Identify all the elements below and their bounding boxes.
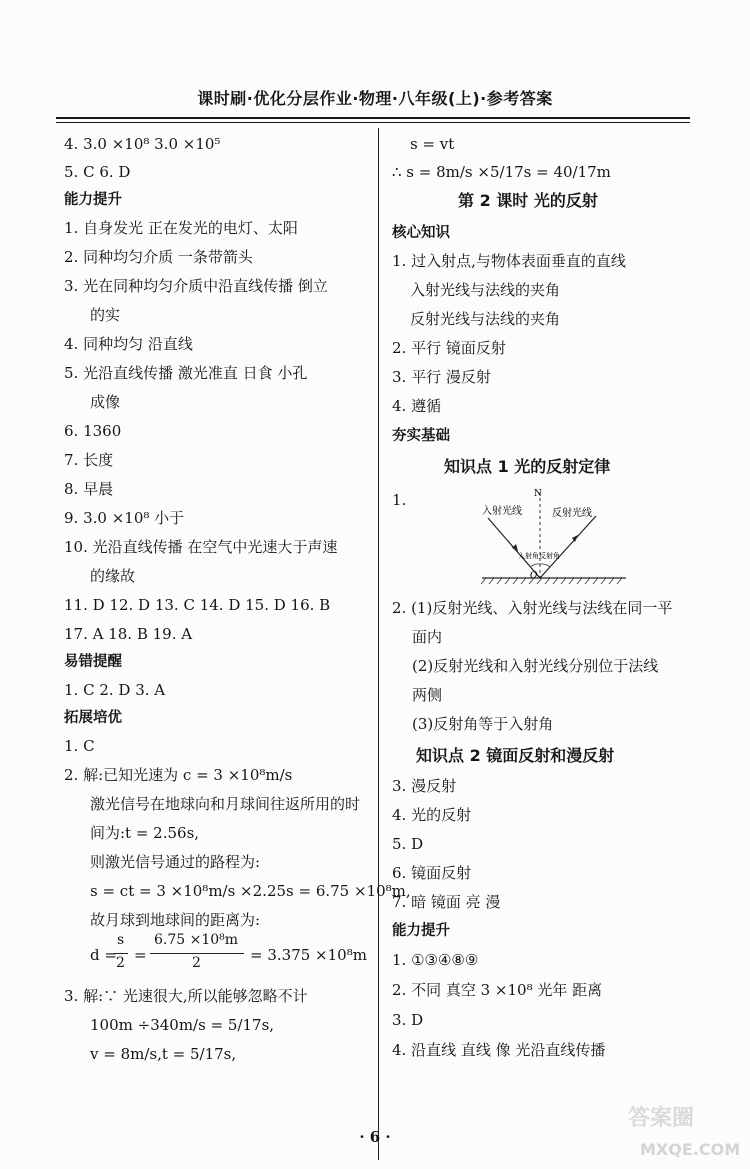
fraction-denominator: 2 [192, 955, 201, 971]
answer-line: ∴ s = 8m/s ×5/17s = 40/17m [392, 163, 611, 181]
answer-line: 3. 漫反射 [392, 777, 457, 795]
watermark-url: MXQE.COM [640, 1140, 741, 1159]
section-heading: 核心知识 [392, 225, 450, 241]
answer-line: 8. 早晨 [64, 480, 114, 498]
answer-line: 1. C 2. D 3. A [64, 681, 166, 699]
answer-line: 4. 遵循 [392, 397, 442, 415]
answer-line: 7. 长度 [64, 451, 114, 469]
answer-line: 1. 自身发光 正在发光的电灯、太阳 [64, 219, 298, 237]
lesson-title: 第 2 课时 光的反射 [458, 191, 598, 210]
equation-equals: = [134, 946, 147, 964]
answer-line: v = 8m/s,t = 5/17s, [90, 1045, 237, 1063]
answer-line: 100m ÷340m/s = 5/17s, [90, 1016, 275, 1034]
answer-line: 的实 [90, 306, 121, 324]
section-heading: 易错提醒 [64, 654, 122, 670]
answer-line: 2. (1)反射光线、入射光线与法线在同一平 [392, 599, 673, 617]
answer-line: s = vt [410, 135, 455, 153]
answer-line: 面内 [412, 628, 443, 646]
section-heading: 夯实基础 [392, 428, 450, 444]
answer-line: 6. 1360 [64, 422, 122, 440]
answer-line: 故月球到地球间的距离为: [90, 911, 261, 929]
answer-line: 1. C [64, 737, 95, 755]
fraction-bar [114, 953, 128, 954]
answer-line: 5. C 6. D [64, 163, 131, 181]
fraction-denominator: 2 [116, 955, 125, 971]
equation-rhs: = 3.375 ×10⁸m [250, 946, 367, 964]
answer-line: 3. 平行 漫反射 [392, 368, 491, 386]
equation-lhs: d = [90, 946, 117, 964]
answer-line: 2. 平行 镜面反射 [392, 339, 506, 357]
answer-line: 10. 光沿直线传播 在空气中光速大于声速 [64, 538, 338, 556]
fraction-numerator: s [117, 932, 125, 948]
answer-line: 1. 过入射点,与物体表面垂直的直线 [392, 252, 626, 270]
section-heading: 能力提升 [392, 923, 450, 939]
fraction-bar [150, 953, 244, 954]
answer-line: 的缘故 [90, 567, 136, 585]
reflection-diagram [478, 488, 628, 588]
normal-label: N [534, 489, 542, 499]
answer-line: (2)反射光线和入射光线分别位于法线 [412, 657, 659, 675]
answer-line: 7. 暗 镜面 亮 漫 [392, 893, 501, 911]
origin-label: O [530, 571, 538, 581]
answer-line: 3. D [392, 1011, 424, 1029]
page-number: · 6 · [359, 1128, 391, 1146]
answer-line: 4. 3.0 ×10⁸ 3.0 ×10⁵ [64, 135, 221, 153]
answer-line: 2. 不同 真空 3 ×10⁸ 光年 距离 [392, 981, 603, 999]
answer-line: 4. 沿直线 直线 像 光沿直线传播 [392, 1041, 606, 1059]
answer-line: (3)反射角等于入射角 [412, 715, 554, 733]
answer-line: 4. 同种均匀 沿直线 [64, 335, 193, 353]
angle-label: 入射角反射角 [518, 552, 560, 560]
section-heading: 能力提升 [64, 192, 122, 208]
page-header-title: 课时刷·优化分层作业·物理·八年级(上)·参考答案 [197, 89, 553, 108]
watermark-logo: 答案圈 [628, 1106, 695, 1131]
answer-line: 17. A 18. B 19. A [64, 625, 193, 643]
knowledge-point-title: 知识点 1 光的反射定律 [444, 457, 611, 476]
answer-line: 2. 解:已知光速为 c = 3 ×10⁸m/s [64, 766, 293, 784]
header-rule-thin [56, 122, 690, 123]
answer-line: 5. D [392, 835, 424, 853]
answer-line: 9. 3.0 ×10⁸ 小于 [64, 509, 185, 527]
answer-line: 反射光线与法线的夹角 [410, 310, 561, 328]
answer-line: 间为:t = 2.56s, [90, 824, 200, 842]
answer-line: 2. 同种均匀介质 一条带箭头 [64, 248, 253, 266]
incident-ray-label: 入射光线 [482, 506, 522, 517]
answer-line: 1. [392, 491, 407, 509]
answer-line: 4. 光的反射 [392, 806, 472, 824]
answer-line: 6. 镜面反射 [392, 864, 472, 882]
mirror-hatching [481, 578, 622, 584]
answer-line: 3. 解:∵ 光速很大,所以能够忽略不计 [64, 987, 308, 1005]
reflected-ray-label: 反射光线 [552, 508, 592, 519]
fraction-numerator: 6.75 ×10⁸m [154, 932, 239, 948]
answer-line: 两侧 [412, 686, 443, 704]
section-heading: 拓展培优 [64, 710, 122, 726]
answer-line: 入射光线与法线的夹角 [410, 281, 561, 299]
answer-line: 3. 光在同种均匀介质中沿直线传播 倒立 [64, 277, 328, 295]
answer-line: 则激光信号通过的路程为: [90, 853, 261, 871]
header-rule [56, 117, 690, 119]
answer-line: s = ct = 3 ×10⁸m/s ×2.25s = 6.75 ×10⁸m, [90, 882, 411, 900]
answer-line: 5. 光沿直线传播 激光准直 日食 小孔 [64, 364, 308, 382]
knowledge-point-title: 知识点 2 镜面反射和漫反射 [416, 746, 615, 765]
answer-line: 激光信号在地球向和月球间往返所用的时 [90, 795, 361, 813]
answer-line: 成像 [90, 393, 121, 411]
answer-line: 11. D 12. D 13. C 14. D 15. D 16. B [64, 596, 331, 614]
reflected-ray [540, 516, 596, 578]
answer-line: 1. ①③④⑧⑨ [392, 951, 479, 969]
column-divider [378, 128, 379, 1160]
